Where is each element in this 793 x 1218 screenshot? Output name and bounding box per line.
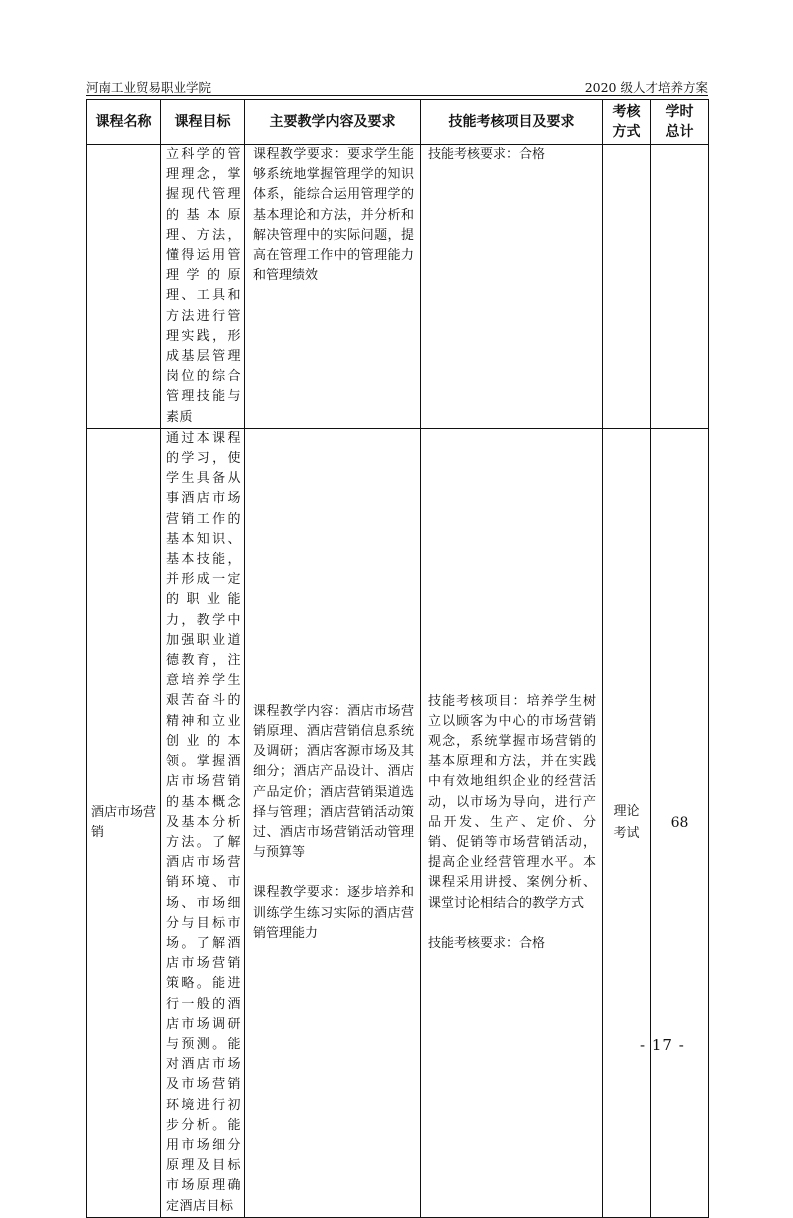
document-title: 2020 级人才培养方案 [584,80,708,95]
table-header-row [87,100,709,145]
table-row [87,428,709,1217]
page-number: - 17 - [640,1036,685,1054]
institution-name: 河南工业贸易职业学院 [86,80,212,95]
content-description: 课程教学内容：酒店市场营销原理、酒店营销信息系统及调研；酒店客源市场及其细分；酒店产品设计、酒店产品定价；酒店营销渠道选择与管理；酒店营销活动策过、酒店市场营销活动管理与预算等 [253,703,414,861]
exam-method: 理论考试 [613,803,640,841]
total-hours-cell [651,145,709,429]
content-cell [245,428,421,1217]
paragraph-gap [253,863,414,883]
total-hours-cell: 68 [651,428,709,1217]
header-rule [86,95,708,96]
exam-method-cell [603,145,651,429]
page-header [86,78,708,96]
course-goal-cell: 立科学的管理理念，掌握现代管理的基本原理、方法，懂得运用管理学的原理、工具和方法进行管理实践，形成基层管理岗位的综合管理技能与素质 [161,145,245,429]
skill-cell [421,428,603,1217]
skill-cell [421,145,603,429]
column-header-skill: 技能考核项目及要求 [421,100,603,145]
course-goal-cell: 通过本课程的学习，使学生具备从事酒店市场营销工作的基本知识、基本技能，并形成一定的职业能力，教学中加强职业道德教育，注意培养学生艰苦奋斗的精神和立业创业的本领。掌握酒店市场营销的基本概念及基本分析方法。了解酒店市场营销环境、市场、市场细分与目标市场。了解酒店市场营销策略。能进行一般的酒店市场调研与预测。能对酒店市场及市场营销环境进行初步分析。能用市场细分原理及目标市场原理确定酒店目标 [161,428,245,1217]
column-header-course-goal: 课程目标 [161,100,245,145]
table-row [87,145,709,429]
skill-requirement: 技能考核要求：合格 [428,935,546,951]
content-requirement: 课程教学要求：要求学生能够系统地掌握管理学的知识体系，能综合运用管理学的基本理论和方法，并分析和解决管理中的实际问题，提高在管理工作中的管理能力和管理绩效 [253,147,414,284]
column-header-content: 主要教学内容及要求 [245,100,421,145]
paragraph-gap [428,914,596,934]
skill-project: 技能考核项目：培养学生树立以顾客为中心的市场营销观念，系统掌握市场营销的基本原理和方法，并在实践中有效地组织企业的经营活动，以市场为导向，进行产品开发、生产、定价、分销、促销等市场营销活动，提高企业经营管理水平。本课程采用讲授、案例分析、课堂讨论相结合的教学方式 [428,693,596,911]
column-header-exam-method: 考核方式 [603,100,651,145]
content-cell [245,145,421,429]
exam-method-cell [603,428,651,1217]
skill-requirement: 技能考核要求：合格 [428,147,546,162]
course-name-cell [87,145,161,429]
content-requirement: 课程教学要求：逐步培养和训练学生练习实际的酒店营销管理能力 [253,885,414,941]
column-header-course-name: 课程名称 [87,100,161,145]
course-name-cell: 酒店市场营销 [87,428,161,1217]
column-header-total-hours: 学时总计 [651,100,709,145]
course-table [86,99,709,1218]
